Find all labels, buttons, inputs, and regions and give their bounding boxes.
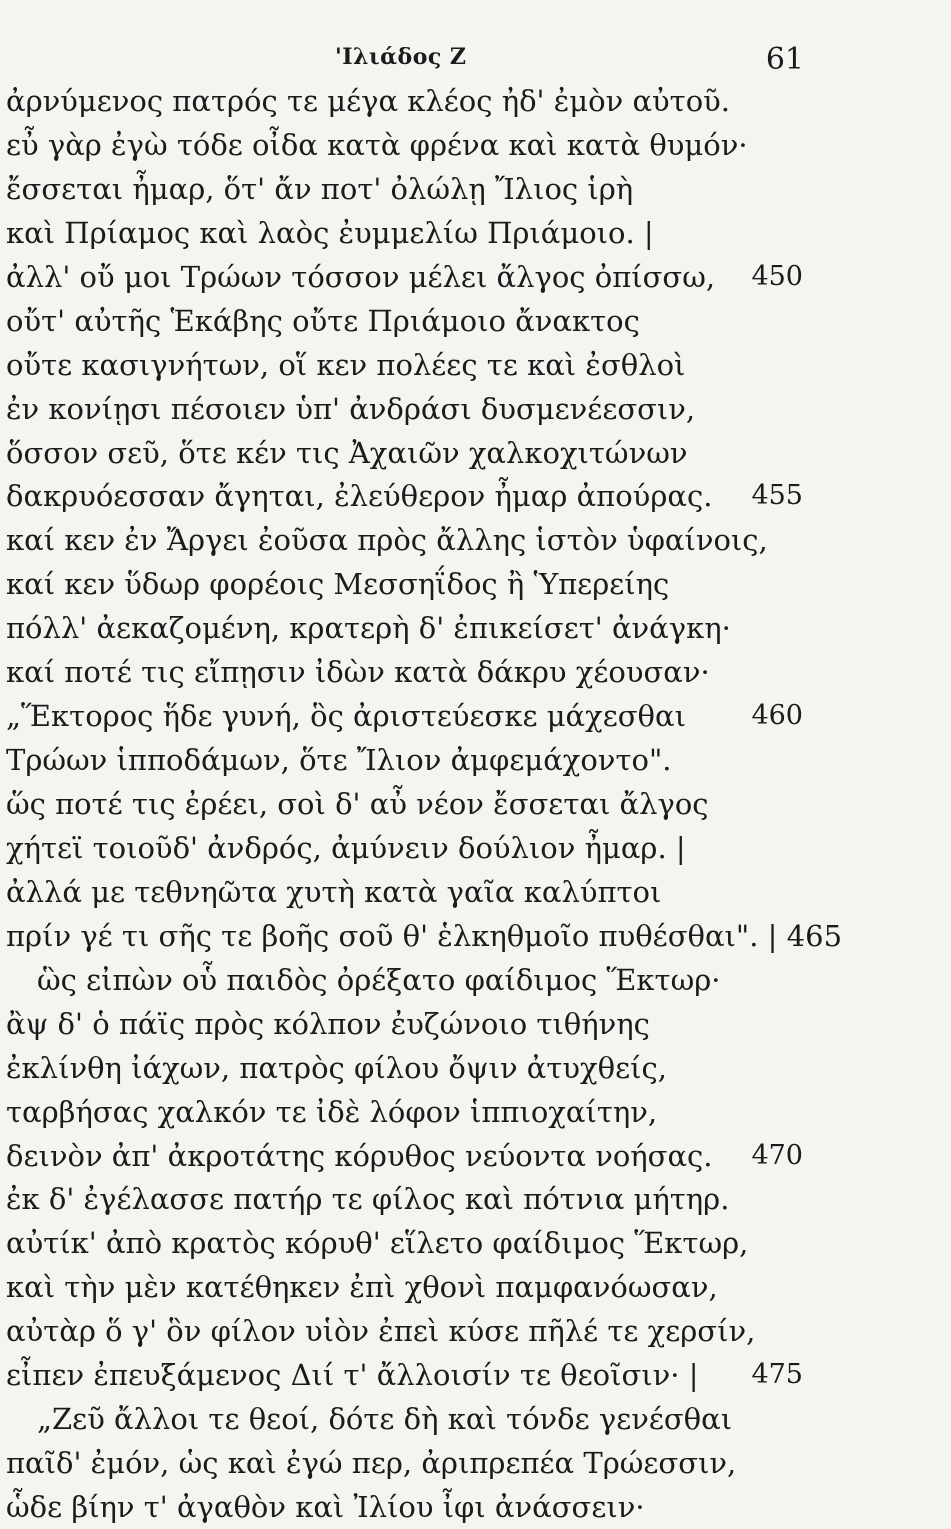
verse-line [0, 562, 951, 606]
page-number: 61 [765, 42, 804, 77]
verse-text: ἔσσεται ἦμαρ, ὅτ' ἄν ποτ' ὀλώλῃ Ἴλιος ἱρὴ [6, 171, 634, 206]
verse-line [0, 474, 951, 518]
verse-text: καὶ τὴν μὲν κατέθηκεν ἐπὶ χθονὶ παμφανόωσαν, [6, 1270, 718, 1305]
verse-line [0, 1309, 951, 1353]
verse-line [0, 738, 951, 782]
line-number: 450 [751, 260, 803, 292]
verse-text: δεινὸν ἀπ' ἀκροτάτης κόρυθος νεύοντα νοήσας. [6, 1138, 713, 1173]
verse-text: ἐκλίνθη ἰάχων, πατρὸς φίλου ὄψιν ἀτυχθείς, [6, 1050, 667, 1085]
verse-line [0, 1177, 951, 1221]
verse-text: οὔτ' αὐτῆς Ἑκάβης οὔτε Πριάμοιο ἄνακτος [6, 303, 640, 338]
verse-line [0, 870, 951, 914]
verse-text: ὧδε βίην τ' ἀγαθὸν καὶ Ἰλίου ἶφι ἀνάσσειν· [6, 1490, 645, 1524]
verse-line [0, 211, 951, 255]
verse-text: ἀλλ' οὔ μοι Τρώων τόσσον μέλει ἄλγος ὀπίσσω, [6, 259, 716, 294]
verse-text: ἐν κονίῃσι πέσοιεν ὑπ' ἀνδράσι δυσμενέεσσιν, [6, 391, 696, 426]
verse-text: ἀρνύμενος πατρός τε μέγα κλέος ἠδ' ἐμὸν αὐτοῦ. [6, 84, 731, 118]
poem-text [0, 79, 951, 1529]
verse-line [0, 650, 951, 694]
verse-line [0, 1485, 951, 1529]
running-title: 'Ιλιάδος Ζ [335, 44, 467, 70]
verse-line [0, 1353, 951, 1397]
verse-text: „Ἕκτορος ἥδε γυνή, ὃς ἀριστεύεσκε μάχεσθαι [6, 699, 686, 734]
verse-text: εὖ γὰρ ἐγὼ τόδε οἶδα κατὰ φρένα καὶ κατὰ θυμόν· [6, 127, 748, 162]
verse-line [0, 1134, 951, 1178]
line-number: 470 [751, 1139, 803, 1171]
verse-text: ὅσσον σεῦ, ὅτε κέν τις Ἀχαιῶν χαλκοχιτώνων [6, 435, 688, 470]
verse-line [0, 431, 951, 475]
verse-line [0, 167, 951, 211]
verse-text: οὔτε κασιγνήτων, οἵ κεν πολέες τε καὶ ἐσθλοὶ [6, 347, 686, 382]
verse-text: ἐκ δ' ἐγέλασσε πατήρ τε φίλος καὶ πότνια μήτηρ. [6, 1182, 730, 1217]
verse-text: ὥς ποτέ τις ἐρέει, σοὶ δ' αὖ νέον ἔσσεται ἄλγος [6, 787, 709, 821]
verse-text: καί κεν ὕδωρ φορέοις Μεσσηΐδος ἢ Ὑπερείης [6, 567, 670, 602]
verse-text: εἶπεν ἐπευξάμενος Διί τ' ἄλλοισίν τε θεοῖσιν· | [6, 1358, 699, 1393]
line-number: 460 [751, 700, 803, 732]
verse-line [0, 123, 951, 167]
verse-line [0, 1397, 951, 1441]
verse-line [0, 343, 951, 387]
verse-line [0, 1265, 951, 1309]
verse-line [0, 914, 951, 958]
verse-text: χήτεϊ τοιοῦδ' ἀνδρός, ἀμύνειν δούλιον ἦμαρ. | [6, 830, 686, 865]
verse-text: καί ποτέ τις εἴπῃσιν ἰδὼν κατὰ δάκρυ χέουσαν· [6, 655, 710, 690]
verse-line [0, 1090, 951, 1134]
verse-text: πόλλ' ἀεκαζομένη, κρατερὴ δ' ἐπικείσετ' ἀνάγκη· [6, 611, 731, 646]
verse-text: „Ζεῦ ἄλλοι τε θεοί, δότε δὴ καὶ τόνδε γενέσθαι [37, 1402, 733, 1437]
verse-text: ταρβήσας χαλκόν τε ἰδὲ λόφον ἱππιοχαίτην, [6, 1094, 658, 1129]
verse-text: ἂψ δ' ὁ πάϊς πρὸς κόλπον ἐυζώνοιο τιθήνης [6, 1006, 650, 1041]
verse-line [0, 694, 951, 738]
verse-line [0, 1221, 951, 1265]
verse-line [0, 826, 951, 870]
verse-line [0, 1441, 951, 1485]
verse-line [0, 958, 951, 1002]
verse-line [0, 255, 951, 299]
verse-text: πρίν γέ τι σῆς τε βοῆς σοῦ θ' ἑλκηθμοῖο πυθέσθαι". | 465 [6, 918, 843, 953]
verse-text: ἀλλά με τεθνηῶτα χυτὴ κατὰ γαῖα καλύπτοι [6, 874, 662, 909]
verse-text: αὐτίκ' ἀπὸ κρατὸς κόρυθ' εἵλετο φαίδιμος Ἕκτωρ, [6, 1226, 749, 1261]
verse-text: Τρώων ἱπποδάμων, ὅτε Ἴλιον ἀμφεμάχοντο". [6, 743, 672, 778]
verse-line [0, 782, 951, 826]
verse-text: αὐτὰρ ὅ γ' ὃν φίλον υἱὸν ἐπεὶ κύσε πῆλέ τε χερσίν, [6, 1314, 756, 1349]
verse-line [0, 387, 951, 431]
line-number: 455 [751, 480, 803, 512]
verse-line [0, 299, 951, 343]
verse-line [0, 1002, 951, 1046]
line-number: 475 [751, 1359, 803, 1391]
verse-line [0, 79, 951, 123]
verse-text: καί κεν ἐν Ἄργει ἐοῦσα πρὸς ἄλλης ἱστὸν ὑφαίνοις, [6, 523, 768, 558]
running-head [0, 44, 951, 80]
verse-text: παῖδ' ἐμόν, ὡς καὶ ἐγώ περ, ἀριπρεπέα Τρώεσσιν, [6, 1446, 737, 1481]
verse-line [0, 1046, 951, 1090]
verse-line [0, 518, 951, 562]
verse-line [0, 606, 951, 650]
verse-text: καὶ Πρίαμος καὶ λαὸς ἐυμμελίω Πριάμοιο. | [6, 215, 654, 250]
verse-text: ὣς εἰπὼν οὗ παιδὸς ὀρέξατο φαίδιμος Ἕκτωρ· [37, 962, 721, 997]
verse-text: δακρυόεσσαν ἄγηται, ἐλεύθερον ἦμαρ ἀπούρας. [6, 479, 713, 514]
